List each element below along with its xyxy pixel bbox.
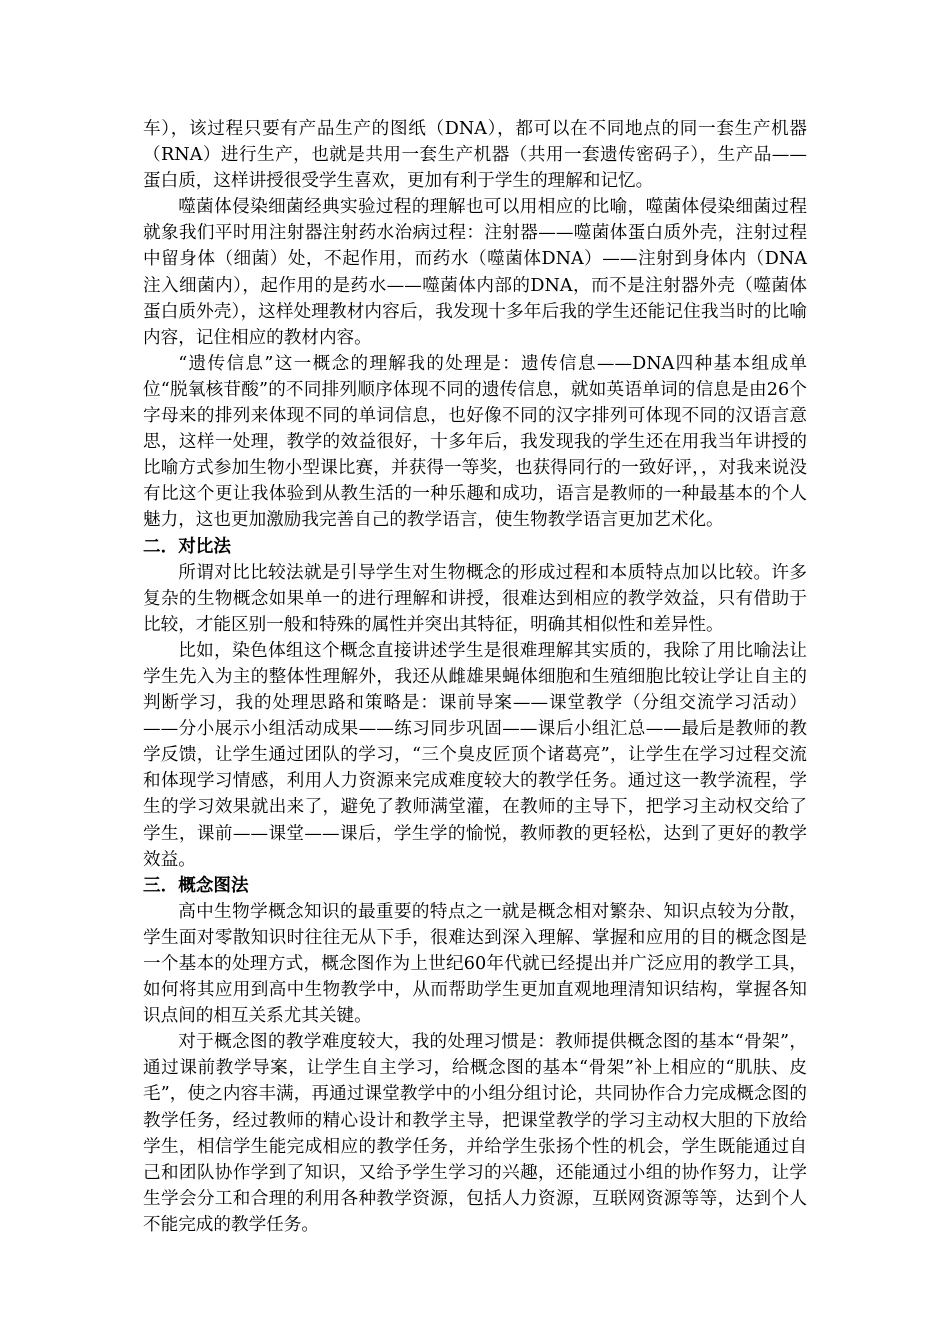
- paragraph-comparison-intro: 所谓对比比较法就是引导学生对生物概念的形成过程和本质特点加以比较。许多复杂的生物概念如果单一的进行理解和讲授，很难达到相应的教学效益，只有借助于比较，才能区别一般和特殊的属性并突出其特征，明确其相似性和差异性。: [143, 562, 807, 635]
- paragraph-continuation: 车），该过程只要有产品生产的图纸（DNA），都可以在不同地点的同一套生产机器（RNA）进行生产，也就是共用一套生产机器（共用一套遗传密码子），生产品——蛋白质，这样讲授很受学生喜欢，更加有利于学生的理解和记忆。: [143, 119, 807, 192]
- paragraph-genetic-info: “遗传信息”这一概念的理解我的处理是：遗传信息——DNA四种基本组成单位“脱氧核苷酸”的不同排列顺序体现不同的遗传信息，就如英语单词的信息是由26个字母来的排列来体现不同的单词信息，也好像不同的汉字排列可体现不同的汉语言意思，这样一处理，教学的效益很好，十多年后，我发现我的学生还在用我当年讲授的比喻方式参加生物小型课比赛，并获得一等奖，也获得同行的一致好评，，对我来说没有比这个更让我体验到从教生活的一种乐趣和成功，语言是教师的一种最基本的个人魅力，这也更加激励我完善自己的教学语言，使生物教学语言更加艺术化。: [143, 353, 807, 531]
- section-heading-concept-map: 三．概念图法: [143, 874, 249, 896]
- document-page: [143, 116, 807, 1238]
- paragraph-concept-map-method: 对于概念图的教学难度较大，我的处理习惯是：教师提供概念图的基本“骨架”，通过课前教学导案，让学生自主学习，给概念图的基本“骨架”补上相应的“肌肤、皮毛”，使之内容丰满，再通过课堂教学中的小组分组讨论，共同协作合力完成概念图的教学任务，经过教师的精心设计和教学主导，把课堂教学的学习主动权大胆的下放给学生，相信学生能完成相应的教学任务，并给学生张扬个性的机会，学生既能通过自己和团队协作学到了知识，又给予学生学习的兴趣，还能通过小组的协作努力，让学生学会分工和合理的利用各种教学资源，包括人力资源，互联网资源等等，达到个人不能完成的教学任务。: [143, 1032, 807, 1235]
- paragraph-phage-analogy: 噬菌体侵染细菌经典实验过程的理解也可以用相应的比喻，噬菌体侵染细菌过程就象我们平时用注射器注射药水治病过程：注射器——噬菌体蛋白质外壳，注射过程中留身体（细菌）处，不起作用，而药水（噬菌体DNA）——注射到身体内（DNA注入细菌内），起作用的是药水——噬菌体内部的DNA，而不是注射器外壳（噬菌体蛋白质外壳），这样处理教材内容后，我发现十多年后我的学生还能记住我当时的比喻内容，记住相应的教材内容。: [143, 197, 807, 348]
- paragraph-concept-map-intro: 高中生物学概念知识的最重要的特点之一就是概念相对繁杂、知识点较为分散，学生面对零散知识时往往无从下手，很难达到深入理解、掌握和应用的目的概念图是一个基本的处理方式，概念图作为上世纪60年代就已经提出并广泛应用的教学工具，如何将其应用到高中生物教学中，从而帮助学生更加直观地理清知识结构，掌握各知识点间的相互关系尤其关键。: [143, 901, 807, 1027]
- section-heading-comparison: 二．对比法: [143, 535, 231, 557]
- paragraph-chromosome-set: 比如，染色体组这个概念直接讲述学生是很难理解其实质的，我除了用比喻法让学生先入为主的整体性理解外，我还从雌雄果蝇体细胞和生殖细胞比较让学让自主的判断学习，我的处理思路和策略是：课前导案——课堂教学（分组交流学习活动）——分小展示小组活动成果——练习同步巩固——课后小组汇总——最后是教师的教学反馈，让学生通过团队的学习，“三个臭皮匠顶个诸葛亮”，让学生在学习过程交流和体现学习情感，利用人力资源来完成难度较大的教学任务。通过这一教学流程，学生的学习效果就出来了，避免了教师满堂灌，在教师的主导下，把学习主动权交给了学生，课前——课堂——课后，学生学的愉悦，教师教的更轻松，达到了更好的教学效益。: [143, 640, 807, 870]
